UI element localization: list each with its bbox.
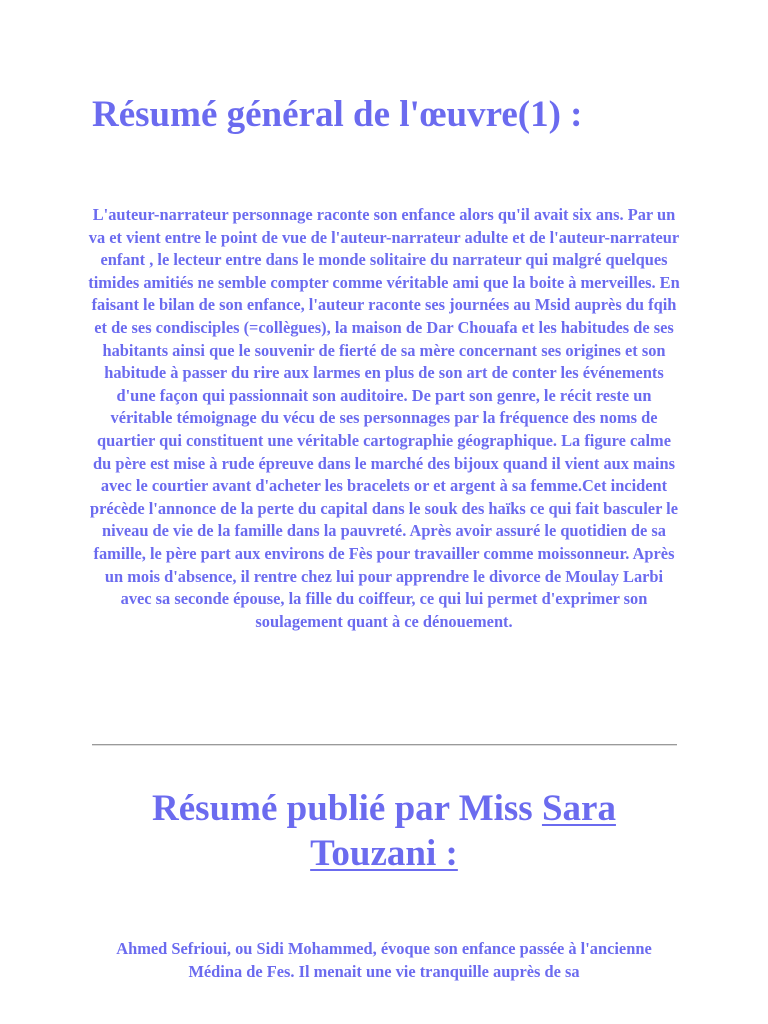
author-link-last[interactable]: Touzani :: [310, 833, 458, 874]
summary-heading: Résumé général de l'œuvre(1) :: [92, 94, 583, 135]
summary-paragraph: L'auteur-narrateur personnage raconte son enfance alors qu'il avait six ans. Par un va et vient entre le point de vue de l'auteur-narrateur adulte et de l'auteur-narrateur enfant , le lecteur entre dans le monde solitaire du narrateur qui malgré quelques timides amitiés ne semble compter comme véritable ami que la boite à merveilles. En faisant le bilan de son enfance, l'auteur raconte ses journées au Msid auprès du fqih et de ses condisciples (=collègues), la maison de Dar Chouafa et les habitudes de ses habitants ainsi que le souvenir de fierté de sa mère concernant ses origines et son habitude à passer du rire aux larmes en plus de son art de conter les événements d'une façon qui passionnait son auditoire. De part son genre, le récit reste un véritable témoignage du vécu de ses personnages par la fréquence des noms de quartier qui constituent une véritable cartographie géographique. La figure calme du père est mise à rude épreuve dans le marché des bijoux quand il vient aux mains avec le courtier avant d'acheter les bracelets or et argent à sa femme.Cet incident précède l'annonce de la perte du capital dans le souk des haïks ce qui fait basculer le niveau de vie de la famille dans la pauvreté. Après avoir assuré le quotidien de sa famille, le père part aux environs de Fès pour travailler comme moissonneur. Après un mois d'absence, il rentre chez lui pour apprendre le divorce de Moulay Larbi avec sa seconde épouse, la fille du coiffeur, ce qui lui permet d'exprimer son soulagement quant à ce dénouement.: [88, 205, 680, 631]
second-summary-paragraph: Ahmed Sefrioui, ou Sidi Mohammed, évoque son enfance passée à l'ancienne Médina de Fes. Il menait une vie tranquille auprès de sa: [116, 939, 652, 981]
horizontal-divider: [92, 744, 677, 746]
published-by-heading: [80, 786, 688, 876]
author-link-first[interactable]: Sara: [541, 788, 616, 829]
published-by-prefix: Résumé publié par Miss: [152, 788, 542, 829]
